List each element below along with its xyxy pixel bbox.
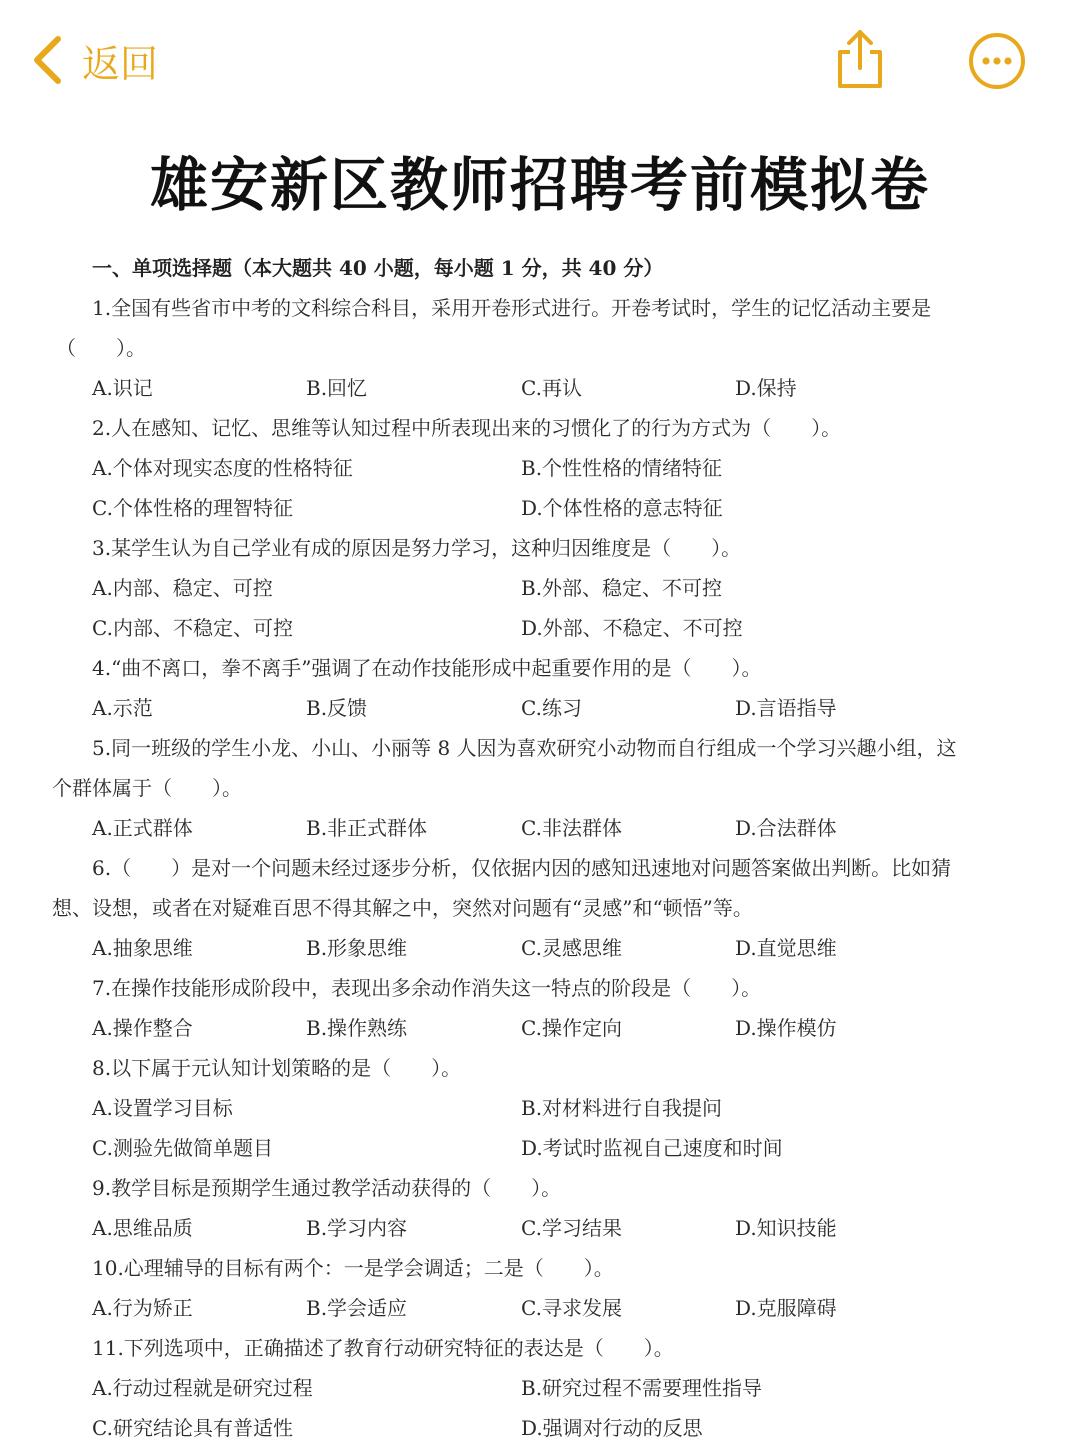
question-5-text: 5.同一班级的学生小龙、小山、小丽等 8 人因为喜欢研究小动物而自行组成一个学习兴趣小组，这 (92, 736, 957, 760)
question-10-option-d: D.克服障碍 (735, 1296, 837, 1320)
question-1-option-d: D.保持 (735, 376, 797, 400)
question-10-option-c: C.寻求发展 (521, 1296, 622, 1320)
question-3-option-b: B.外部、稳定、不可控 (521, 576, 723, 600)
question-10-option-b: B.学会适应 (306, 1296, 408, 1320)
question-1-text-cont: （ ）。 (56, 336, 146, 360)
question-3-option-a: A.内部、稳定、可控 (92, 576, 273, 600)
question-9-option-c: C.学习结果 (521, 1216, 622, 1240)
more-icon (968, 75, 1026, 94)
question-6-text-cont: 想、设想，或者在对疑难百思不得其解之中，突然对问题有“灵感”和“顿悟”等。 (52, 896, 753, 920)
question-6-option-d: D.直觉思维 (735, 936, 837, 960)
question-6-option-c: C.灵感思维 (521, 936, 622, 960)
question-1-option-c: C.再认 (521, 376, 582, 400)
question-9-option-a: A.思维品质 (92, 1216, 193, 1240)
section-header: 一、单项选择题（本大题共 40 小题，每小题 1 分，共 40 分） (92, 256, 664, 280)
question-2-text: 2.人在感知、记忆、思维等认知过程中所表现出来的习惯化了的行为方式为（ ）。 (92, 416, 842, 440)
question-8-option-a: A.设置学习目标 (92, 1096, 233, 1120)
question-7-option-a: A.操作整合 (92, 1016, 193, 1040)
question-2-option-b: B.个性性格的情绪特征 (521, 456, 723, 480)
share-button[interactable] (832, 28, 888, 92)
question-4-option-d: D.言语指导 (735, 696, 837, 720)
question-1-option-a: A.识记 (92, 376, 153, 400)
question-9-option-d: D.知识技能 (735, 1216, 837, 1240)
question-11-text: 11.下列选项中，正确描述了教育行动研究特征的表达是（ ）。 (92, 1336, 674, 1360)
question-7-option-c: C.操作定向 (521, 1016, 622, 1040)
question-8-text: 8.以下属于元认知计划策略的是（ ）。 (92, 1056, 462, 1080)
question-4-option-c: C.练习 (521, 696, 582, 720)
question-11-option-a: A.行动过程就是研究过程 (92, 1376, 313, 1400)
question-7-option-b: B.操作熟练 (306, 1016, 408, 1040)
question-5-option-a: A.正式群体 (92, 816, 193, 840)
question-4-option-a: A.示范 (92, 696, 153, 720)
back-button[interactable] (30, 32, 158, 88)
question-11-option-d: D.强调对行动的反思 (521, 1416, 703, 1440)
question-9-text: 9.教学目标是预期学生通过教学活动获得的（ ）。 (92, 1176, 562, 1200)
question-8-option-d: D.考试时监视自己速度和时间 (521, 1136, 783, 1160)
back-label: 返回 (82, 41, 159, 86)
question-9-option-b: B.学习内容 (306, 1216, 408, 1240)
question-11-option-b: B.研究过程不需要理性指导 (521, 1376, 763, 1400)
question-1-text: 1.全国有些省市中考的文科综合科目，采用开卷形式进行。开卷考试时，学生的记忆活动主要是 (92, 296, 932, 320)
question-8-option-b: B.对材料进行自我提问 (521, 1096, 723, 1120)
question-7-text: 7.在操作技能形成阶段中，表现出多余动作消失这一特点的阶段是（ ）。 (92, 976, 762, 1000)
chevron-left-icon (30, 35, 64, 85)
question-5-option-c: C.非法群体 (521, 816, 622, 840)
question-3-text: 3.某学生认为自己学业有成的原因是努力学习，这种归因维度是（ ）。 (92, 536, 742, 560)
question-3-option-d: D.外部、不稳定、不可控 (521, 616, 743, 640)
question-2-option-c: C.个体性格的理智特征 (92, 496, 293, 520)
question-4-option-b: B.反馈 (306, 696, 368, 720)
question-2-option-d: D.个体性格的意志特征 (521, 496, 723, 520)
question-7-option-d: D.操作模仿 (735, 1016, 837, 1040)
page-title: 雄安新区教师招聘考前模拟卷 (149, 151, 930, 219)
question-10-text: 10.心理辅导的目标有两个：一是学会调适；二是（ ）。 (92, 1256, 614, 1280)
question-6-option-a: A.抽象思维 (92, 936, 193, 960)
question-1-option-b: B.回忆 (306, 376, 368, 400)
question-5-text-cont: 个群体属于（ ）。 (52, 776, 242, 800)
share-icon (832, 77, 888, 96)
question-6-text: 6.（ ）是对一个问题未经过逐步分析，仅依据内因的感知迅速地对问题答案做出判断。比如猜 (92, 856, 952, 880)
question-6-option-b: B.形象思维 (306, 936, 408, 960)
more-button[interactable] (968, 32, 1026, 90)
question-5-option-d: D.合法群体 (735, 816, 837, 840)
question-10-option-a: A.行为矫正 (92, 1296, 193, 1320)
question-8-option-c: C.测验先做简单题目 (92, 1136, 273, 1160)
question-11-option-c: C.研究结论具有普适性 (92, 1416, 293, 1440)
question-4-text: 4.“曲不离口，拳不离手”强调了在动作技能形成中起重要作用的是（ ）。 (92, 656, 762, 680)
question-5-option-b: B.非正式群体 (306, 816, 428, 840)
question-3-option-c: C.内部、不稳定、可控 (92, 616, 293, 640)
top-nav-bar (0, 0, 1080, 120)
question-2-option-a: A.个体对现实态度的性格特征 (92, 456, 353, 480)
